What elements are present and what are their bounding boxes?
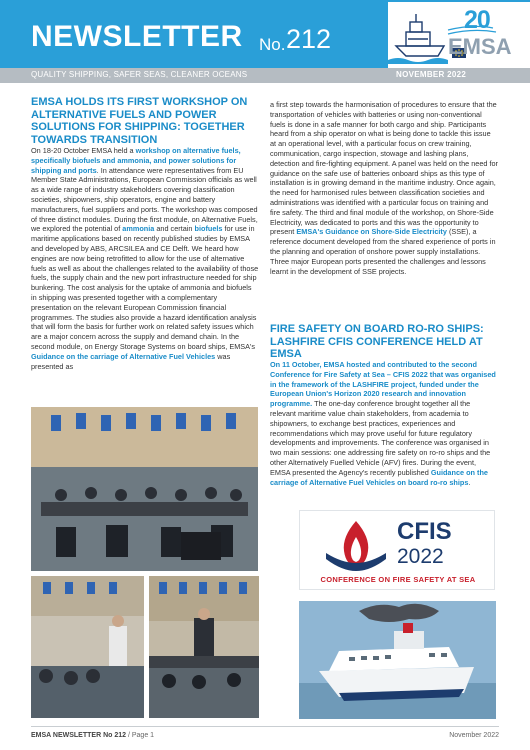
article2-title: FIRE SAFETY ON BOARD RO-RO SHIPS: LASHFIRE CFIS CONFERENCE HELD AT EMSA [270, 323, 484, 360]
link-workshop[interactable]: workshop on alternative fuels, specifically biofuels and ammonia, and power solutions for shipping and ports [31, 146, 241, 175]
article1-text: On 18-20 October EMSA held a [31, 146, 136, 155]
workshop-photo-main [31, 407, 258, 571]
article2-lead: On 11 October, EMSA hosted and contributed to the second Conference for Fire Safety at Sea – CFIS 2022 that was organised in the framework of the [270, 360, 496, 389]
article1-text: . In attendance were representatives from EU Member State Administrations, European Commission officials as well as a wide range of industry stakeholders covering classification societies, shipowners, ship operators, engine and battery manufacturers, fuel suppliers and ports. The workshop was composed of three distinct modules. During the first module, on Alternative Fuels, we explored the potential of [31, 165, 258, 234]
masthead-title: NEWSLETTER [31, 20, 243, 53]
footer-issue: EMSA NEWSLETTER No 212 [31, 732, 127, 739]
masthead-banner [0, 0, 530, 68]
cfis-wordmark: CFIS [397, 518, 452, 545]
cfis-strapline: CONFERENCE ON FIRE SAFETY AT SEA [320, 575, 476, 584]
cfis-year: 2022 [397, 545, 444, 568]
article1-text: (SSE), a reference document developed from the shared experience of ports in the planning and operation of onshore power supply installations. Three major European ports presented the challenges and lessons learnt in the development of SSE projects. [270, 227, 496, 276]
article2-body [270, 360, 498, 487]
article1-text: a first step towards the harmonisation of procedures to ensure that the transportation of vehicles with batteries or using non-conventional fuels is done in a safe manner for both cargo and ship. Participants heard from a ship operator on what is being done to tackle this issue at an operational level, with a particular focus on crew training, communication, cargo inspection, stowage and lashing plans, detection and fire-fighting equipment. A panel was held on the need for guidance on the safe use of batteries onboard ships as this type of installation is in growing demand in the maritime industry. Once again, the need for harmonised rules between classification societies and administrations was identified with a particular focus on training and fire safety. The third and final module of the workshop, on Shore-Side Electricity, was dedicated to ports and this was the opportunity to present [270, 100, 498, 237]
issue-number: 212 [286, 24, 332, 54]
article2-text: The one-day conference brought together all the relevant maritime value chain stakeholders, from academia to shipowners, to exchange best practices, experiences and recommendations which may prove useful for future regulatory developments and improvements. The conference was organised in two main sessions: one addressing fire safety on ro-ro ships and the other Alternatively Fuelled Vehicle (AFV) fires. During the event, EMSA presented the Agency's recently published [270, 399, 491, 477]
link-afv-guidance[interactable]: Guidance on the carriage of Alternative Fuel Vehicles [31, 351, 216, 361]
article1-body-col1 [31, 146, 259, 371]
footer-issue-page [31, 732, 154, 739]
roro-ship-illustration [299, 601, 496, 719]
flame-ship-icon [324, 519, 388, 573]
footer-page: / Page 1 [126, 732, 155, 739]
article1-body-col2 [270, 100, 498, 276]
article2-lead: , funded under the European Union's Horizon 2020 research and innovation programme. [270, 379, 479, 409]
footer-date: November 2022 [449, 732, 499, 739]
brand-wordmark: EMSA [448, 34, 512, 59]
article1-title: EMSA HOLDS ITS FIRST WORKSHOP ON ALTERNATIVE FUELS AND POWER SOLUTIONS FOR SHIPPING: TOGETHER TOWARDS TRANSITION [31, 96, 248, 146]
anniversary-mark: 20 [464, 6, 490, 34]
link-lashfire[interactable]: LASHFIRE project [352, 379, 416, 389]
article1-text: was presented as [31, 351, 231, 371]
page-footer [31, 726, 499, 740]
workshop-photo-speaker [31, 576, 144, 718]
link-ammonia[interactable]: ammonia [122, 224, 155, 234]
cfis-logo [299, 510, 495, 590]
issue-date: NOVEMBER 2022 [396, 70, 467, 79]
article1-text: and certain [154, 224, 195, 234]
issue-prefix: No. [259, 35, 286, 54]
article2-text: . [468, 477, 471, 487]
link-sse-guidance[interactable]: EMSA's Guidance on Shore-Side Electricity [296, 227, 447, 237]
emsa-logo[interactable] [388, 2, 530, 68]
workshop-photo-panel [149, 576, 259, 718]
tagline: QUALITY SHIPPING, SAFER SEAS, CLEANER OCEANS [31, 70, 248, 79]
link-afv-roro-guidance[interactable]: Guidance on the carriage of Alternative Fuel Vehicles on board ro-ro ships [270, 467, 488, 487]
link-biofuels[interactable]: biofuels [194, 224, 223, 234]
article1-text: for use in maritime applications based on recently published studies by EMSA and developed by ABS, ARCSILEA and CE Delft. We heard how engines are now being retrofitted to allow for the use of alternative fuels as well as about the challenges related to the availability of those fuels, the supply chain and the new port infrastructure needed for ship bunkering. The cost analysis for the uptake of ammonia and biofuels in shipping was presented together with a complementary presentation on the relevant European Commission financial programmes. The studies also provide a hazard identification analysis that will form the basis for further work on related safety issues which are a major concern across the supply and demand chain. In the second module, on Energy Storage Systems on board ships, EMSA's [31, 224, 259, 351]
tagline-bar [0, 68, 530, 83]
